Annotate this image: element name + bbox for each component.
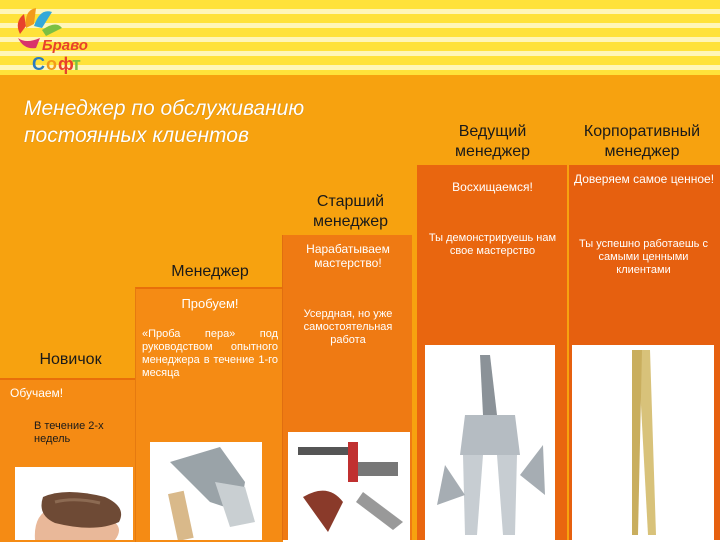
svg-text:С: С bbox=[32, 54, 45, 74]
hammer-photo bbox=[150, 442, 262, 540]
motto-lead: Восхищаемся! bbox=[452, 180, 533, 194]
motto-manager: Пробуем! bbox=[181, 296, 239, 311]
desc-manager: «Проба пера» под руководством опытного менеджера в течение 1-го месяца bbox=[142, 328, 278, 379]
level-name-manager: Менеджер bbox=[171, 263, 249, 280]
svg-text:ф: ф bbox=[58, 54, 74, 74]
level-name-senior: Старший менеджер bbox=[312, 193, 389, 230]
desc-corporate: Ты успешно работаешь с самыми ценными клиентами bbox=[579, 238, 708, 276]
svg-text:т: т bbox=[72, 54, 81, 74]
desc-senior: Усердная, но уже самостоятельная работа bbox=[303, 308, 393, 346]
svg-text:о: о bbox=[46, 54, 57, 74]
construction-tools-photo bbox=[288, 432, 410, 540]
page-title: Менеджер по обслуживанию постоянных клиентов bbox=[24, 97, 305, 147]
multitool-photo bbox=[425, 345, 555, 540]
tweezers-photo bbox=[572, 345, 714, 540]
header-stripes bbox=[0, 0, 720, 75]
motto-corporate: Доверяем самое ценное! bbox=[573, 172, 715, 186]
stone-tool-photo bbox=[15, 467, 133, 540]
svg-text:Браво: Браво bbox=[42, 37, 88, 54]
desc-lead: Ты демонстрируешь нам свое мастерство bbox=[428, 232, 557, 257]
level-name-novice: Новичок bbox=[39, 351, 102, 368]
motto-novice: Обучаем! bbox=[10, 386, 64, 400]
bravo-soft-logo bbox=[6, 4, 98, 74]
level-name-corporate: Корпоративный менеджер bbox=[583, 123, 701, 160]
desc-novice: В течение 2-х недель bbox=[34, 420, 104, 445]
motto-senior: Нарабатываем мастерство! bbox=[306, 242, 390, 270]
level-name-lead: Ведущий менеджер bbox=[454, 123, 531, 160]
